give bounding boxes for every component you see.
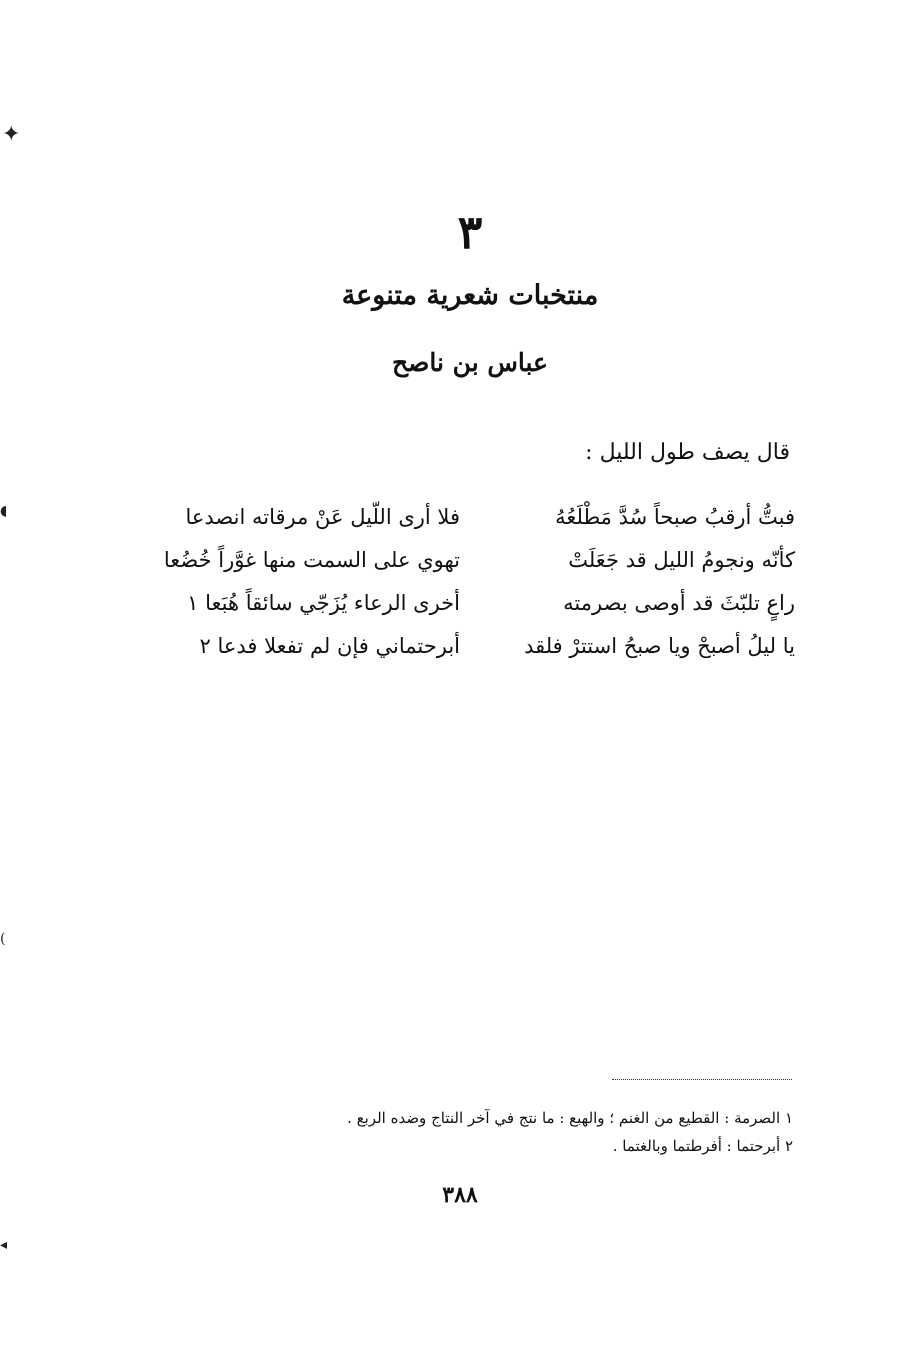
verse-first-hemistich: يا ليلُ أصبحْ ويا صبحُ استترْ فلقد <box>524 633 795 658</box>
verse-line <box>140 495 795 538</box>
poet-name: عباس بن ناصح <box>392 348 548 377</box>
verse-line <box>140 581 795 624</box>
margin-mark: ◂ <box>0 1237 8 1253</box>
poem-verses <box>140 495 795 667</box>
verse-second-hemistich: تهوي على السمت منها غوَّراً خُضُعا <box>163 547 460 572</box>
margin-mark: ( <box>0 931 6 947</box>
section-title: منتخبات شعرية متنوعة <box>341 280 599 311</box>
verse-line <box>140 624 795 667</box>
footnote-divider <box>612 1079 792 1080</box>
verse-second-hemistich: أبرحتماني فإن لم تفعلا فدعا ٢ <box>199 633 460 658</box>
chapter-number: ٣ <box>457 205 483 259</box>
verse-first-hemistich: كأنّه ونجومُ الليل قد جَعَلَتْ <box>568 547 795 572</box>
margin-star-mark: ✦ <box>2 122 21 147</box>
footnote-1: ١ الصرمة : القطيع من الغنم ؛ والهبع : ما نتج في آخر النتاج وضده الربع . <box>347 1109 793 1127</box>
verse-first-hemistich: فبتُّ أرقبُ صبحاً سُدَّ مَطْلَعُهُ <box>555 504 795 529</box>
verse-first-hemistich: راعٍ تلبّثَ قد أوصى بصرمته <box>563 590 795 615</box>
page-number: ٣٨٨ <box>442 1182 478 1208</box>
verse-second-hemistich: فلا أرى اللّيل عَنْ مرقاته انصدعا <box>185 504 460 529</box>
footnotes <box>347 1104 793 1160</box>
verse-line <box>140 538 795 581</box>
footnote-2: ٢ أبرحتما : أفرطتما وبالغتما . <box>612 1137 793 1155</box>
poem-intro: قال يصف طول الليل : <box>585 440 790 465</box>
verse-second-hemistich: أخرى الرعاء يُزَجّي سائقاً هُبَعا ١ <box>187 590 460 615</box>
margin-mark: ◖ <box>0 503 8 519</box>
